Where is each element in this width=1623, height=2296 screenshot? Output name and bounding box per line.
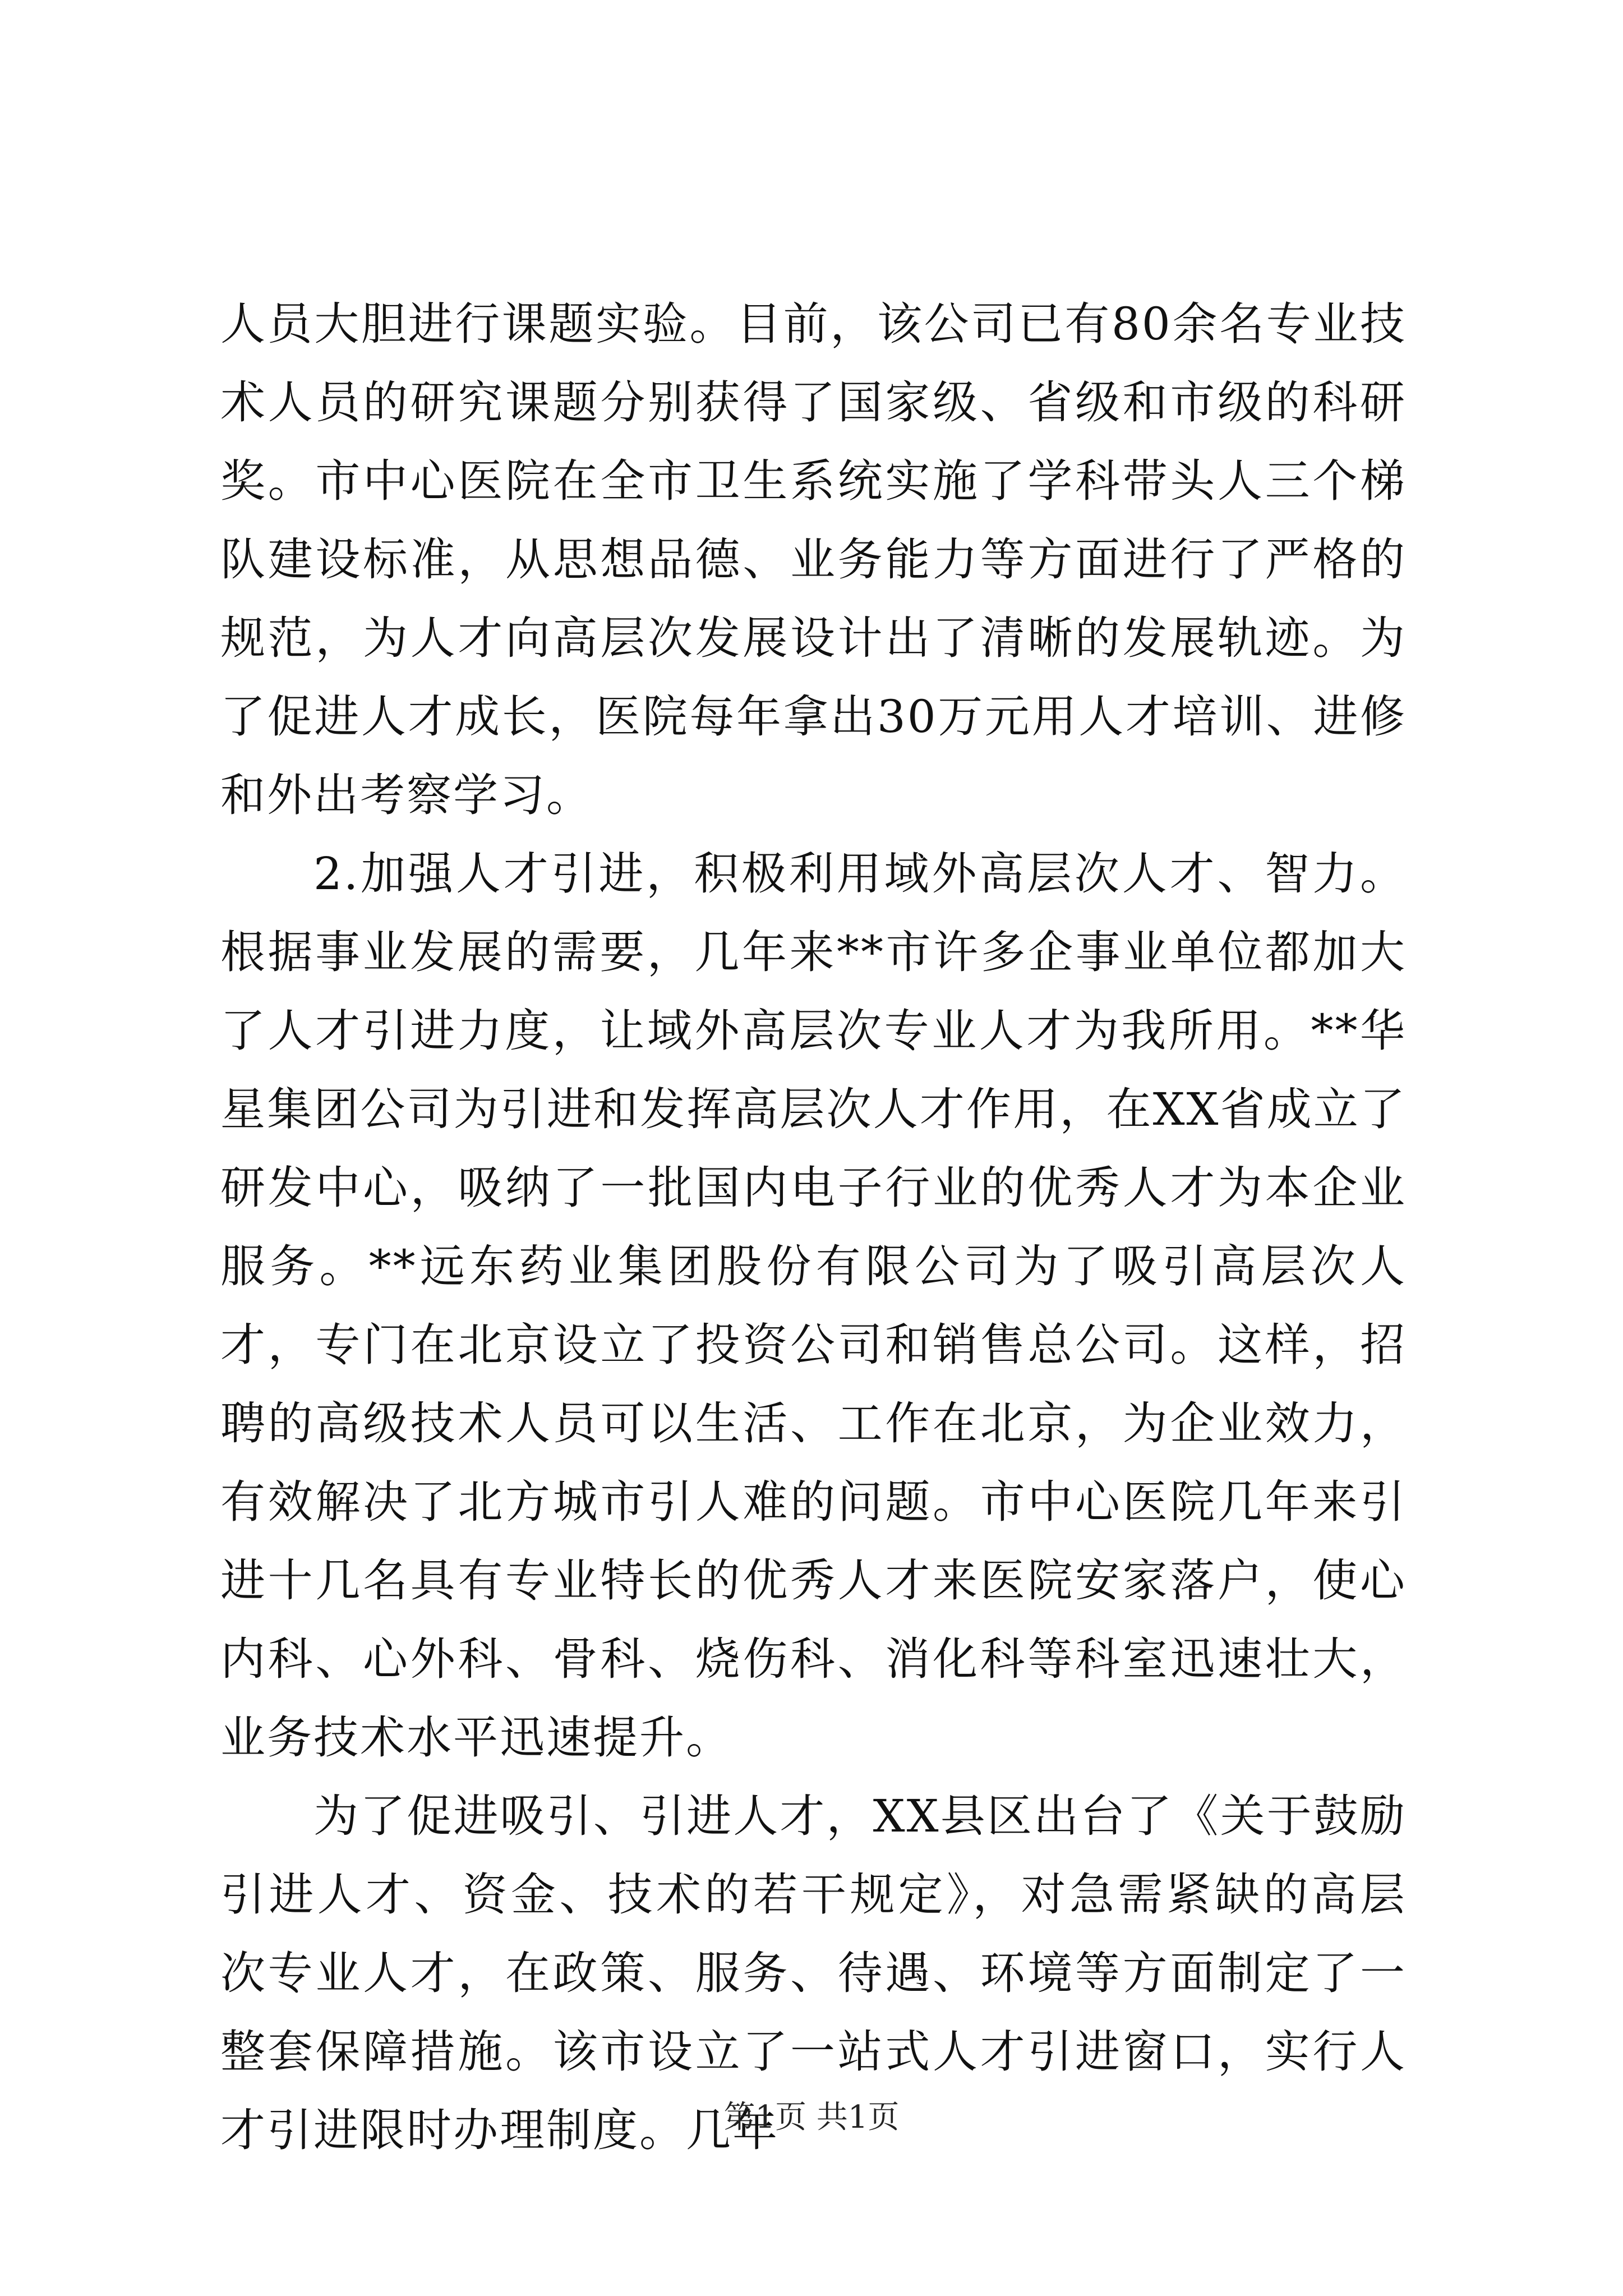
- paragraph-3: 为了促进吸引、引进人才，XX县区出台了《关于鼓励引进人才、资金、技术的若干规定》，对急需紧缺的高层次专业人才，在政策、服务、待遇、环境等方面制定了一整套保障措施。该市设立了一站式人才引进窗口，实行人才引进限时办理制度。几年: [220, 1790, 1407, 2156]
- paragraph-2: 2.加强人才引进，积极利用域外高层次人才、智力。根据事业发展的需要，几年来**市许多企事业单位都加大了人才引进力度，让域外高层次专业人才为我所用。**华星集团公司为引进和发挥高层次人才作用，在XX省成立了研发中心，吸纳了一批国内电子行业的优秀人才为本企业服务。**远东药业集团股份有限公司为了吸引高层次人才，专门在北京设立了投资公司和销售总公司。这样，招聘的高级技术人员可以生活、工作在北京，为企业效力，有效解决了北方城市引人难的问题。市中心医院几年来引进十几名具有专业特长的优秀人才来医院安家落户，使心内科、心外科、骨科、烧伤科、消化科等科室迅速壮大，业务技术水平迅速提升。: [220, 848, 1407, 1764]
- document-body: [220, 285, 1407, 2170]
- paragraph-1: 人员大胆进行课题实验。目前，该公司已有80余名专业技术人员的研究课题分别获得了国家级、省级和市级的科研奖。市中心医院在全市卫生系统实施了学科带头人三个梯队建设标准，从思想品德、业务能力等方面进行了严格的规范，为人才向高层次发展设计出了清晰的发展轨迹。为了促进人才成长，医院每年拿出30万元用人才培训、进修和外出考察学习。: [220, 298, 1407, 821]
- page-footer: 第1页 共1页: [723, 2099, 900, 2136]
